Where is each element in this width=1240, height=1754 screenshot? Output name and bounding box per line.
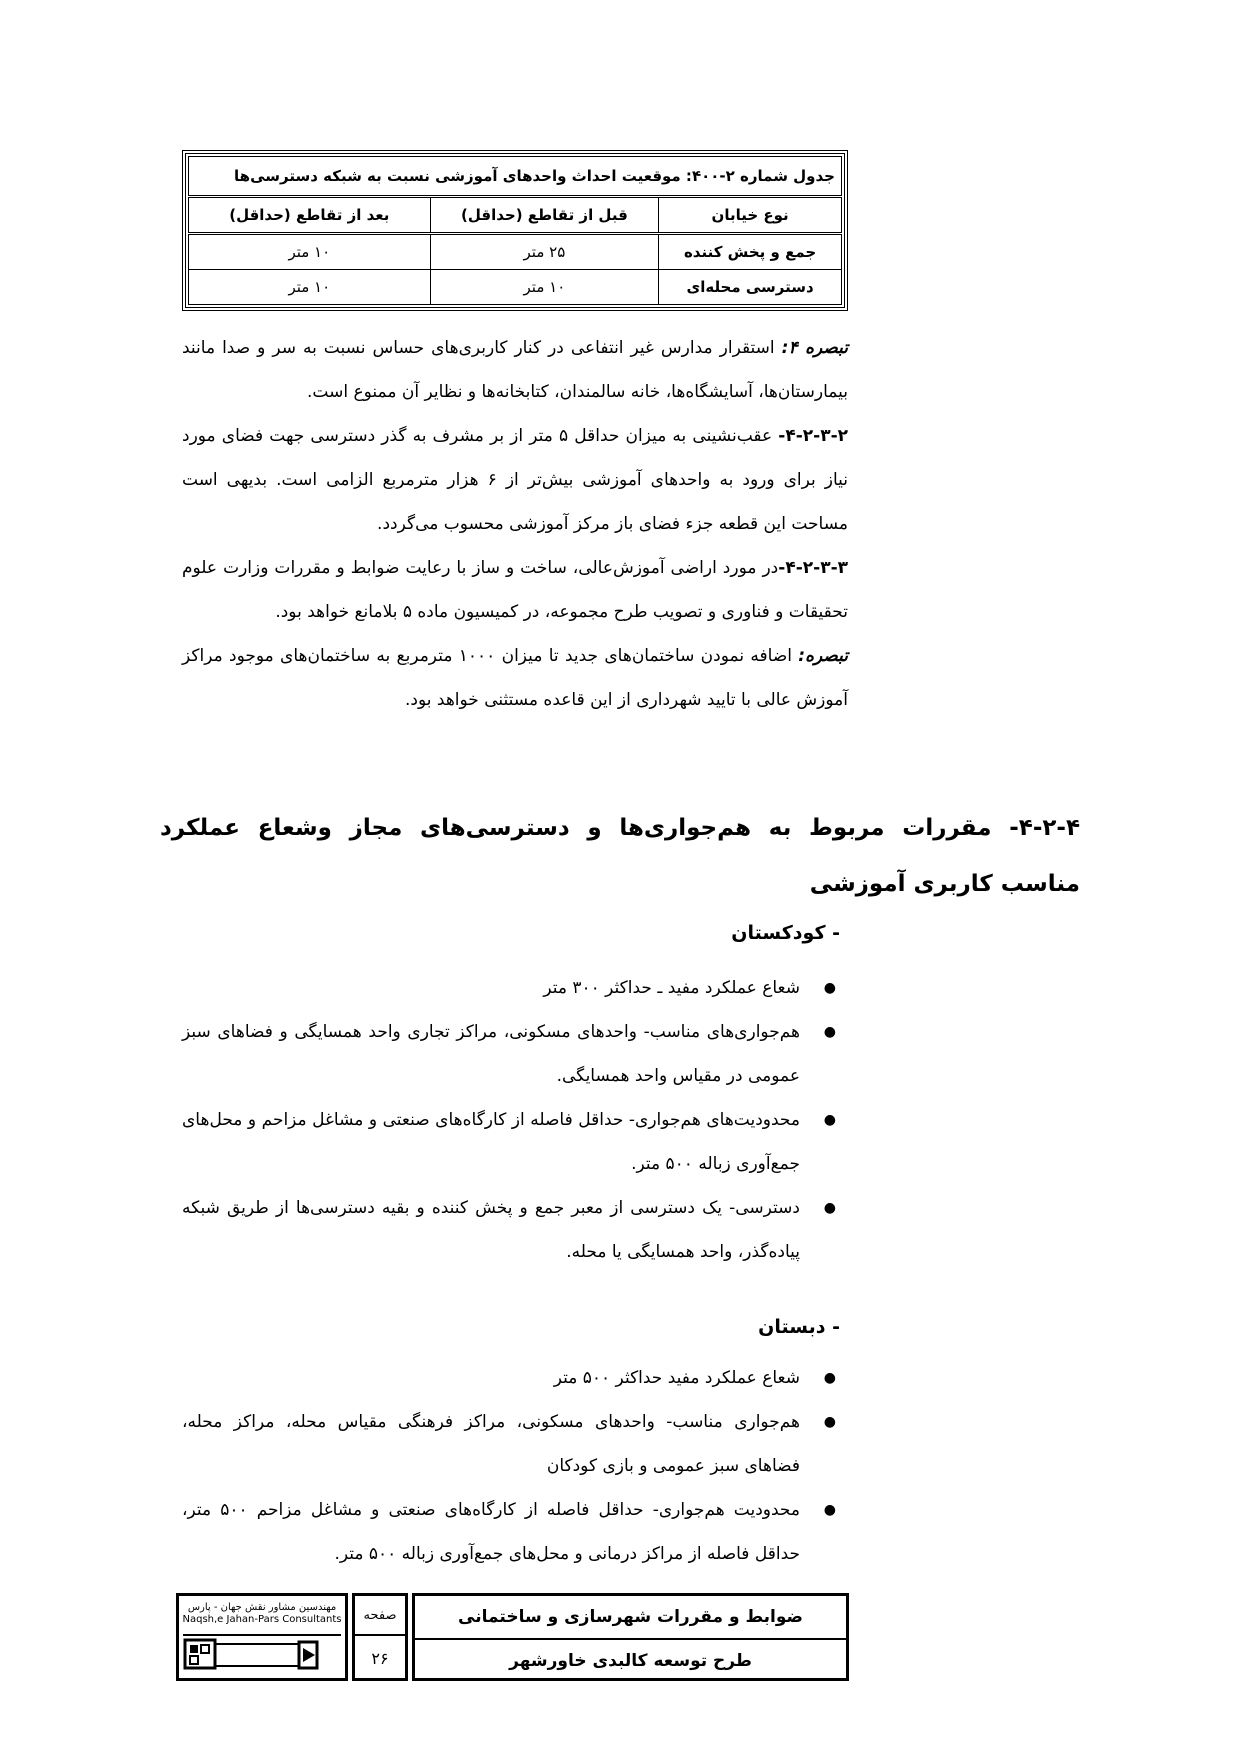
bullet-icon: ● (823, 1414, 836, 1430)
clause-3-number: ۴-۲-۳-۳- (778, 558, 848, 578)
footer-title-2: طرح توسعه کالبدی خاورشهر (415, 1638, 846, 1682)
company-logo-icon (183, 1634, 341, 1674)
table-row (189, 270, 842, 305)
table-row (189, 234, 842, 270)
bullet-icon: ● (823, 1200, 836, 1216)
table-cell: ۱۰ متر (430, 270, 659, 305)
company-logo-box (176, 1593, 348, 1681)
note-4-text: استقرار مدارس غیر انتفاعی در کنار کاربری‌های حساس نسبت به سر و صدا مانند بیمارستان‌ها، آسایشگاه‌ها، خانه سالمندان، کتابخانه‌ها و نظایر آن ممنوع است. (182, 338, 848, 402)
note-paragraph (182, 634, 848, 722)
footer-title-box (412, 1593, 849, 1681)
road-distance-table (182, 150, 848, 311)
primary-school-list (182, 1356, 848, 1576)
note-4-paragraph (182, 326, 848, 414)
bullet-icon: ● (823, 1370, 836, 1386)
body-text (182, 326, 848, 722)
company-name-en: Naqsh,e Jahan-Pars Consultants (182, 1614, 342, 1625)
table-cell: دسترسی محله‌ای (659, 270, 842, 305)
note-4-label: تبصره ۴: (781, 338, 848, 358)
bullet-icon: ● (823, 1024, 836, 1040)
clause-2-number: ۴-۲-۳-۲- (778, 426, 849, 446)
clause-3-text: در مورد اراضی آموزش‌عالی، ساخت و ساز با رعایت ضوابط و مقررات وزارت علوم تحقیقات و فناوری و تصویب طرح مجموعه، در کمیسیون ماده ۵ بلامانع خواهد بود. (182, 558, 848, 622)
table-caption: جدول شماره ۲-۴۰۰: موقعیت احداث واحدهای آموزشی نسبت به شبکه دسترسی‌ها (189, 157, 842, 197)
bullet-icon: ● (823, 1502, 836, 1518)
company-name-fa: مهندسین مشاور نقش جهان - پارس (187, 1602, 337, 1613)
table-cell: ۱۰ متر (189, 270, 431, 305)
page-number: ۲۶ (371, 1648, 389, 1668)
kindergarten-heading: - کودکستان (731, 922, 840, 944)
table-cell: جمع و پخش کننده (659, 234, 842, 270)
page-footer (176, 1593, 849, 1681)
table-header: قبل از تقاطع (حداقل) (430, 197, 659, 234)
list-item: ● محدودیت هم‌جواری- حداقل فاصله از کارگاه‌های صنعتی و مشاغل مزاحم ۵۰۰ متر، حداقل فاصله از مراکز درمانی و محل‌های جمع‌آوری زباله ۵۰۰ متر. (182, 1488, 848, 1576)
clause-2-text: عقب‌نشینی به میزان حداقل ۵ متر از بر مشرف به گذر دسترسی جهت فضای مورد نیاز برای ورود به واحدهای آموزشی بیش‌تر از ۶ هزار مترمربع الزامی است. بدیهی است مساحت این قطعه جزء فضای باز مرکز آموزشی محسوب می‌گردد. (182, 426, 848, 534)
note-text: اضافه نمودن ساختمان‌های جدید تا میزان ۱۰۰۰ مترمربع به ساختمان‌های موجود مراکز آموزش عالی با تایید شهرداری از این قاعده مستثنی خواهد بود. (182, 646, 848, 710)
table-header: نوع خیابان (659, 197, 842, 234)
list-item: ● شعاع عملکرد مفید حداکثر ۵۰۰ متر (182, 1356, 848, 1400)
clause-2-paragraph (182, 414, 848, 546)
bullet-icon: ● (823, 1112, 836, 1128)
table-header: بعد از تقاطع (حداقل) (189, 197, 431, 234)
list-item: ● شعاع عملکرد مفید ـ حداکثر ۳۰۰ متر (182, 966, 848, 1010)
footer-page-box (352, 1593, 408, 1681)
list-item: ● محدودیت‌های هم‌جواری- حداقل فاصله از کارگاه‌های صنعتی و مشاغل مزاحم و محل‌های جمع‌آوری زباله ۵۰۰ متر. (182, 1098, 848, 1186)
page-label: صفحه (355, 1596, 405, 1636)
bullet-icon: ● (823, 980, 836, 996)
primary-school-heading: - دبستان (758, 1316, 840, 1338)
section-heading: ۴-۲-۴- مقررات مربوط به هم‌جواری‌ها و دسترسی‌های مجاز وشعاع عملکرد مناسب کاربری آموزشی (160, 815, 1080, 897)
list-item: ● هم‌جواری‌های مناسب- واحدهای مسکونی، مراکز تجاری واحد همسایگی و فضاهای سبز عمومی در مقیاس واحد همسایگی. (182, 1010, 848, 1098)
kindergarten-list (182, 966, 848, 1274)
table-cell: ۲۵ متر (430, 234, 659, 270)
footer-title-1: ضوابط و مقررات شهرسازی و ساختمانی (458, 1607, 803, 1627)
note-label: تبصره: (798, 646, 848, 666)
clause-3-paragraph (182, 546, 848, 634)
list-item: ● هم‌جواری مناسب- واحدهای مسکونی، مراکز فرهنگی مقیاس محله، مراکز محله، فضاهای سبز عمومی و بازی کودکان (182, 1400, 848, 1488)
table-cell: ۱۰ متر (189, 234, 431, 270)
list-item: ● دسترسی- یک دسترسی از معبر جمع و پخش کننده و بقیه دسترسی‌ها از طریق شبکه پیاده‌گذر، واحد همسایگی یا محله. (182, 1186, 848, 1274)
